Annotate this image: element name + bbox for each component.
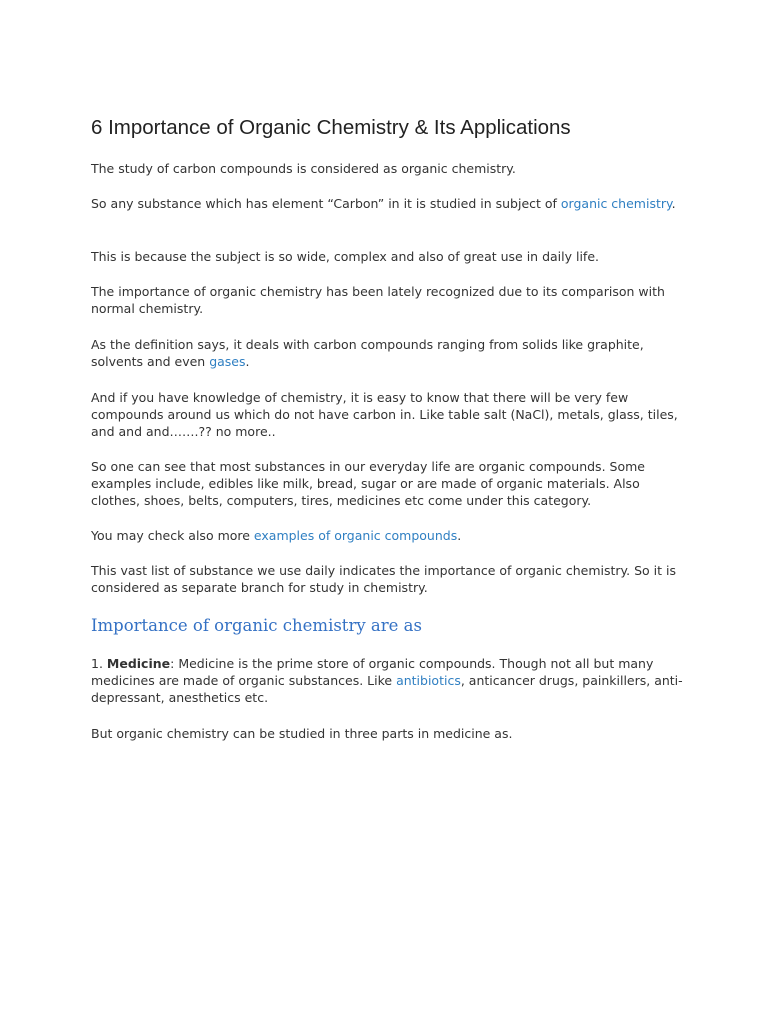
paragraph-importance: The importance of organic chemistry has been lately recognized due to its comparison with normal chemistry. bbox=[91, 284, 665, 316]
paragraph-text: You may check also more bbox=[91, 528, 254, 543]
paragraph-intro: The study of carbon compounds is considered as organic chemistry. bbox=[91, 161, 516, 176]
paragraph-knowledge: And if you have knowledge of chemistry, it is easy to know that there will be very few compounds around us which do not have carbon in. Like table salt (NaCl), metals, glass, tiles, and and and…….?? no more.. bbox=[91, 390, 678, 439]
paragraph-text: . bbox=[457, 528, 462, 543]
paragraph-wide: This is because the subject is so wide, complex and also of great use in daily life. bbox=[91, 249, 599, 264]
paragraph-carbon bbox=[91, 195, 691, 212]
page-title: 6 Importance of Organic Chemistry & Its Applications bbox=[91, 116, 571, 139]
paragraph-three-parts: But organic chemistry can be studied in three parts in medicine as. bbox=[91, 726, 513, 741]
paragraph-text: . bbox=[245, 354, 250, 369]
paragraph-vast-list: This vast list of substance we use daily indicates the importance of organic chemistry. So it is considered as separate branch for study in chemistry. bbox=[91, 563, 676, 595]
paragraph-text: . bbox=[671, 196, 676, 211]
paragraph-everyday: So one can see that most substances in our everyday life are organic compounds. Some examples include, edibles like milk, bread, sugar or are made of organic materials. Also clothes, shoes, belts, computers, tires, medicines etc come under this category. bbox=[91, 459, 645, 508]
list-number: 1. bbox=[91, 656, 107, 671]
paragraph-text: So any substance which has element “Carbon” in it is studied in subject of bbox=[91, 196, 561, 211]
paragraph-examples bbox=[91, 527, 691, 544]
medicine-term: Medicine bbox=[106, 656, 171, 671]
paragraph-text: : Medicine is the prime store of organic compounds. Though not all but many medicines are made of organic substances. Like bbox=[91, 656, 654, 688]
section-heading: Importance of organic chemistry are as bbox=[91, 616, 422, 635]
examples-link[interactable]: examples of organic compounds bbox=[253, 528, 458, 543]
paragraph-definition bbox=[91, 336, 691, 370]
paragraph-text: , anticancer drugs, painkillers, anti-depressant, anesthetics etc. bbox=[91, 673, 683, 705]
paragraph-medicine bbox=[91, 655, 691, 706]
gases-link[interactable]: gases bbox=[209, 354, 246, 369]
antibiotics-link[interactable]: antibiotics bbox=[396, 673, 461, 688]
paragraph-text: As the definition says, it deals with carbon compounds ranging from solids like graphite, solvents and even bbox=[91, 337, 644, 369]
organic-chemistry-link[interactable]: organic chemistry bbox=[560, 196, 672, 211]
